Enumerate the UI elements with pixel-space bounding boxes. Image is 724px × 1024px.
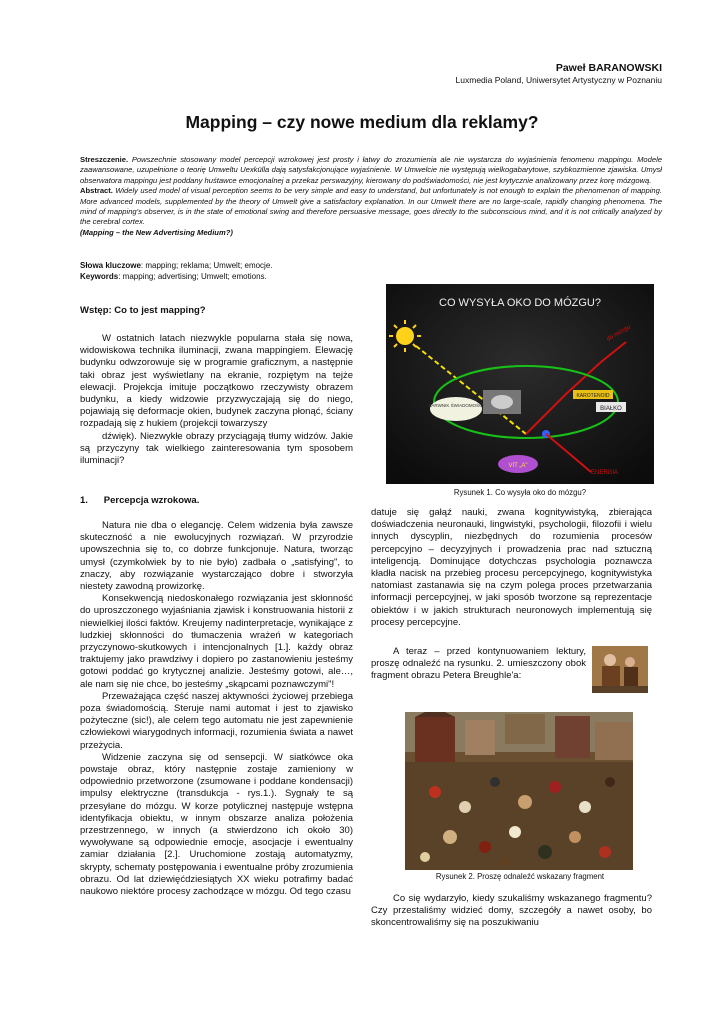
paragraph: Konsekwencją niedoskonałego rozwiązania jest skłonność do uproszczonego wyjaśniania zjawisk i konstruowania historii z niewielkiej ilości faktów. Kreujemy nadinterpretacje, wynikające z ludzkiej skłonności do tłumaczenia wrażeń w kategoriach przyczynowo-skutkowych i intencjonalnych [1.]. każdy obraz traktujemy jako prawdziwy i dopiero po zastanowieniu jesteśmy gotowi poddać go krytycznej analizie. Jesteśmy gotowi, ale…, ale nam się nie chce, bo jesteśmy „skąpcami poznawczymi"! [80, 593, 353, 690]
keywords [80, 260, 273, 282]
figure-1-title: CO WYSYŁA OKO DO MÓZGU? [439, 297, 601, 309]
keywords-en-label: Keywords [80, 272, 119, 281]
abstract-en-text: Widely used model of visual perception seems to be very simple and easy to understand, but unfortunately is not enough to explain the phenomenon of mapping. More advanced models, supplemented by the theory of Umwelt give a satisfactory explanation. In our Umwelt there are no large-scale, rapidly changing phenomena. The mind of mapping's observer, is in the state of emotional swing and therefore persuasive message, goes directly to the subconscious mind, and it is not critically analyzed by the cerebral cortex. [80, 186, 662, 227]
right-body-3 [371, 893, 652, 930]
karotenoid-text: KAROTENOID [576, 393, 610, 399]
figure-2-caption: Rysunek 2. Proszę odnaleźć wskazany fragment [435, 872, 605, 881]
label-barwnik [430, 397, 482, 421]
abstract [80, 155, 662, 238]
keywords-pl-text: : mapping; reklama; Umwelt; emocje. [140, 261, 273, 270]
eye-brain-diagram [386, 284, 654, 484]
section-1-heading: 1. Percepcja wzrokowa. [80, 495, 200, 506]
intro-paragraph-cont: dźwięk). Niezwykłe obrazy przyciągają tłumy widzów. Jakie są przyczyny tak wielkiego zainteresowania tym sposobem iluminacji? [80, 430, 353, 467]
left-body-1 [80, 333, 353, 467]
paragraph: Przeważająca część naszej aktywności życiowej przebiega poza świadomością. Steruje nami automat i jest to zjawisko pożyteczne (sic!), ale celem tego automatu nie jest zapewnienie człowiekowi wiarygodnych informacji, rozumienia świata a nawet przeżycia. [80, 690, 353, 751]
section-intro-heading: Wstęp: Co to jest mapping? [80, 305, 206, 316]
author-affiliation: Luxmedia Poland, Uniwersytet Artystyczny w Poznaniu [455, 75, 662, 85]
figure-1-caption: Rysunek 1. Co wysyła oko do mózgu? [453, 488, 587, 497]
barwnik-text: BARWNIK ŚWIADOMOŚCI [428, 403, 484, 408]
breughel-fragment-thumbnail [592, 646, 648, 693]
paragraph: datuje się gałąź nauki, zwana kognitywistyką, zbierająca doświadczenia neuronauki, lingwistyki, psychologii, filozofii i wielu innych dyscyplin, niezbędnych do rozumienia procesów percepcyjno – decyzyjnych i prowadzenia prac nad sztuczną inteligencją. Dominujące dotychczas psychologia poznawcza kładła nacisk na przebieg procesu percepcyjnego, kognitywistyka natomiast zastanawia się na czym polega proces przetwarzania informacji percepcyjnej, w jaki sposób tworzone są reprezentacje obiektów i w jakich strukturach neuronowych implementują się procesy percepcyjne. [371, 507, 652, 628]
paragraph: Natura nie dba o elegancję. Celem widzenia była zawsze skuteczność a nie ewolucyjnych rozwiązań. W przyrodzie upowszechnia się to, co dobrze funkcjonuje. Natura, tworząc umysł (czymkolwiek by to nie było) zadbała o „satisfying", to znaczy, aby rozwiązanie wystarczająco dobre i stworzyła niestety zawodną prowizorkę. [80, 520, 353, 593]
abstract-pl-label: Streszczenie. [80, 155, 129, 164]
figure-2-painting [405, 712, 633, 870]
keywords-pl-label: Słowa kluczowe [80, 261, 141, 270]
bialko-text: BIAŁKO [600, 406, 622, 412]
paragraph: Co się wydarzyło, kiedy szukaliśmy wskazanego fragmentu? Czy przestaliśmy widzieć domy, szczegóły a nawet osoby, bo skoncentrowaliśmy się na poszukiwaniu [371, 893, 652, 929]
do-mozgu-text: do mózgu [606, 324, 632, 343]
right-body-2 [371, 646, 586, 683]
abstract-en-label: Abstract. [80, 186, 113, 196]
paragraph: Widzenie zaczyna się od sensepcji. W siatkówce oka powstaje obraz, który następnie zostaje zamieniony w odpowiednio przetworzone (zsumowane i poddane kondensacji) impulsy elektryczne (transdukcja - rys.1.). Sygnały te są przesyłane do mózgu. W korze potylicznej następuje wstępna identyfikacja obiektu, w innym obszarze analiza położenia przestrzennego, w innych (a stwierdzono ich około 30) wywoływane są odpowiednie emocje, asocjacje i ewentualny zamiar działania [2.]. Uruchomione zostają automatyzmy, skrypty, schematy postępowania i ewentualne próby zrozumienia obrazu. Od lat dziewięćdziesiątych XX wieku potrafimy badać naukowo niektóre procesy zachodzące w mózgu. Od tego czasu [80, 751, 353, 898]
abstract-pl-text: Powszechnie stosowany model percepcji wzrokowej jest prosty i łatwy do zrozumienia ale nie wystarcza do wyjaśnienia fenomenu mappingu. Modele zaawansowane, uzupełnione o teorię Umweltu Uexkülla dają satysfakcjonujące wyjaśnienie. W Umwelcie nie występują wielkogabarytowe, szybkozmienne zjawiska. Umysł obserwatora mappingu jest poddany huśtawce emocjonalnej a przekaz perswazyjny, kierowany do podświadomości, nie jest krytycznie analizowany przez korę mózgową. [80, 155, 662, 185]
abstract-en-title: (Mapping – the New Advertising Medium?) [80, 227, 233, 237]
vit-a-text: VIT „A" [508, 463, 528, 469]
paper-title: Mapping – czy nowe medium dla reklamy? [185, 112, 539, 132]
left-body-2 [80, 520, 353, 898]
author-name: Paweł BARANOWSKI [555, 62, 662, 74]
right-body-1 [371, 507, 652, 629]
paragraph: A teraz – przed kontynuowaniem lektury, proszę odnaleźć na rysunku. 2. umieszczony obok fragment obrazu Petera Breughle'a: [371, 646, 586, 682]
figure-1 [386, 284, 654, 484]
keywords-en-text: : mapping; advertising; Umwelt; emotions. [118, 272, 267, 281]
intro-paragraph: W ostatnich latach niezwykle popularna stała się nowa, widowiskowa technika iluminacji, zwana mappingiem. Elewację budynku odwzorowuje się w programie graficznym, a następnie taki obraz jest wyświetlany na ekranie, rozpiętym na tejże elewacji. Projekcja imituje początkowo rzeczywisty obrazem budynku, a kiedy widzowie przyzwyczajają się do niego, pojawiają się deformacje okien, budynek zaczyna płonąć, ściany rozpadają się z hukiem (projekcji towarzyszy [80, 333, 353, 430]
energia-text: ENERGIA [591, 470, 619, 476]
